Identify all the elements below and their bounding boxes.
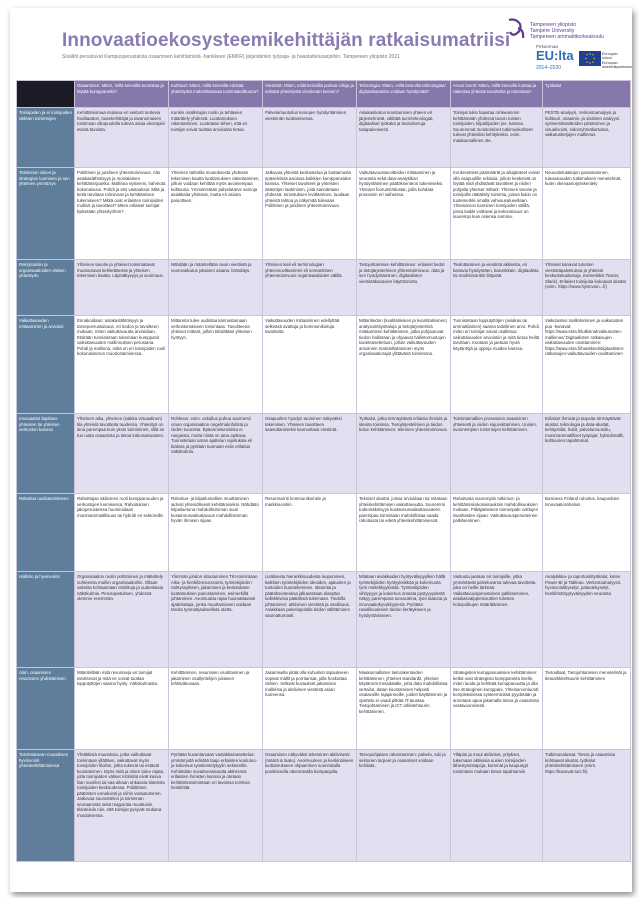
table-cell: Osaamisen näkyväksi tekeminen aktiivisesti (määrä & laatu). Avoimuuteen ja keskinäiseen luottamukseen ohjaaminen suunnatulla positiivisella rakentavalla kampanjalla. bbox=[263, 750, 357, 862]
column-header: Kulttuuri: Miten, millä keinoilla edistää yhteistyötä mahdollistavaa toimintakulttuuria? bbox=[169, 81, 263, 108]
table-cell: Tiedottaminen ja viestintä aktiivista, eri kanavia hyödyntäen, kasvokkain, digitaalista tai markkinointiin liittyvää. bbox=[451, 260, 543, 316]
row-header: Rekrytointiin ja organisaatioiden välisen yhteistyön bbox=[17, 260, 75, 316]
tools-cell: Yhteiset kanavat tulosten viestintäpalveluissa ja yhteisiä keskustelualustoja, esimerkiksi Teams, Slack). Erilaiset toimijoita kokoavat alustat (esim. https://www.hyvinvoin...fi) bbox=[543, 260, 631, 316]
column-header: Osaaminen: Miten, millä keinoilla tunnistaa ja löytää kumppaneita? bbox=[75, 81, 169, 108]
tampere-university-logo bbox=[506, 18, 626, 44]
table-cell: Jatkuvaa yhteistä keskustelua ja luottamusta epäselvissä asioissa kaikkien kumppaneiden kanssa. Yhteiset tavoitteet ja yhteisten sääntöjen laatiminen, joita sanoitetaan yhdessä. Innostuksen levittäminen, luodaan yhteistä tahtoa ja näkymää tulevaan. Poliittinen ja juridinen yhteentoimivuus. bbox=[263, 168, 357, 260]
table-cell: Organisaation roolin pohtiminen ja määrittely suhteessa muihin organisaatioihin. Ollaan valmiita kohtaamaan ristiriitoja ja uudenlaisia näkökulmia. Perusopetuksen, yhdessä olemme enemmän. bbox=[75, 572, 169, 668]
table-cell: Ennakoidaan: asiakaslähtöisyys ja tarvepoerustaisuus, eri tiedon ja tavoitteen mukaan, miten vaikuttavuutta arvioidaan. Etsitään tunnistetaan tukemaan kumppanit vaikuttavuuden mallinnuksen perustana. Pohdi ja mallinna, mikä on eri toimijoiden rooli kokonaisarvon muodostamisessa. bbox=[75, 316, 169, 414]
table-cell: Asiakastiedon koostaminen yhteen eri järjestelmistä, välittää tuen/teknologiat, digitaaliset työkalut ja tiedonkeruja tasapainoisesti. bbox=[357, 108, 451, 168]
table-cell: Tietojohtamisen kehittäminen: erilaiset tiedot ja tietojärjestelmien yhteentoimivuus, data ja sen hyödyntäminen, digitaalisten viestintäkanavien käyttöönotto. bbox=[357, 260, 451, 316]
column-header: Teknologia: Miten, millä keinoilla teknologiaa/ digitaalisaatiota voidaan hyödyntää? bbox=[357, 81, 451, 108]
table-cell: Tunnistetaan lopputyttöjen (asiakas tai ammattilainen) saama todellinen arvo. Pohdi, miten eri toimijat voivat osallistua vaikuttavuuden arviointiin ja mitä tietoa heiltä tarvitaan. Kootaan ja jaetaan hyviä käytäntöjä ja oppeja muiden kanssa. bbox=[451, 316, 543, 414]
tools-cell: PESTE-analyysi, Verkostoanalyysi ja kulttuuri, osaamis- ja sisäinen analyysi, systeemikäsitteiden piirtäminen ja visualisointi, sidosryhmäkartoitus, vaikutusketjujen mallinnus bbox=[543, 108, 631, 168]
table-cell: Mitataan asiakkaiden hyötyvälinpyyllein hällä työntekijöiden hyötyyksikköä ja kokemusta työn mielekkyyksistä. Työntekijöiden vihityyyys ja kokemus omasta pystyvyydestä näkyy parempana tuovuutena, työn laatuna ja innovaatiokyvykkyytenä. Pyritään rasiallisuuksien tiedon kerätykseen ja hyödyntämiseen. bbox=[357, 572, 451, 668]
table-cell: Osapuolten hyödyn tuominen näkyväksi tekemisen. Yhteisen tavoitteen saavuttamiseksi kannustava viestintä. bbox=[263, 414, 357, 494]
table-cell: Palvelumuotoilun keinojen hyödyntäminen viestinnän tuottamisessa. bbox=[263, 108, 357, 168]
eu-flag-icon bbox=[579, 51, 601, 66]
table-cell: Konkreettiset päämäärät ja aikajänteet voivat olla osapuolille erilaisia, jolloin keskeistä on löytää niitä yhdistävät tavoitteet ja niiden pohjalta yhteiset mittarit. Yhteinen tavoite ja toimijoille räätälöity toiminta, joissa kukin on tuotemerkki omalla vahvuusalueellaan. Yhteisarvon luominen toimijoiden välillä, jossa kaikki voittavat ja kokonaisuus on suurempi kuin osiensa summa. bbox=[451, 168, 543, 260]
tuni-line-1: Tampereen yliopisto bbox=[530, 22, 577, 28]
tools-cell: Tietoaltaat, Tietojohtamisen menetelmät ja tietoarkkitehtuurin kehittäminen bbox=[543, 668, 631, 750]
table-row bbox=[17, 494, 631, 572]
table-cell: Yhteinen tahtotila muutoksesta yhdessä tekemisen kautta luottamuksen rakentaminen, jolloin voidaan kehittää myös avoimempaa kulttuuria. Ymmärretään palvelutarve samoja asiakkaita yhdessä, mutta eri asioita painottaen. bbox=[169, 168, 263, 260]
column-header: Arvon luonti: Miten, millä keinoilla luottaa ja rakentaa yhteisiä tavoitteita ja toimintaa? bbox=[451, 81, 543, 108]
document-page bbox=[10, 8, 632, 892]
table-cell: Mittareita tulee uudistaa kannustamaan verkostomaiseen toimintaan. Tavoitteena yhteiset mittarit, jolloin tähdätään yhteisen hyötyyn. bbox=[169, 316, 263, 414]
table-cell: Kunkin osallistujan roolin ja tehtävien määrittely yhdessä. Luottamuksen rakentaminen. Luotetaan siihen, että eri toimijat voivat tuottaa arvokasta tietoa. bbox=[169, 108, 263, 168]
row-header: Hallinto ja hyvinvointi bbox=[17, 572, 75, 668]
table-cell: Ylläpito ja muut aktiiviset, yritykset, tukemaan aktiivisia uusien toimijoiden lähestymistapoja, kummat ja kaupungit toimintaan mukaan tietoa tapahtumiin. bbox=[451, 750, 543, 862]
table-row bbox=[17, 108, 631, 168]
table-cell: Toimintamallien prosessien avaaminen yhteisesti ja niiden sujuvoittaminen. Uusien, avoimempien toimintojen kehittäminen. bbox=[451, 414, 543, 494]
header-corner bbox=[17, 81, 75, 108]
tools-cell: Analytiikka- ja raportointityökalut, kuten Power BI ja Tableau. Verkostoanalyysit, hyvinvointikyselyt, palautekyselyt, henkilöstötyytyväisyyden seuranta bbox=[543, 572, 631, 668]
tampere-logo-icon bbox=[506, 18, 526, 40]
table-row bbox=[17, 168, 631, 260]
row-header: Alan, osaamisen resurssien yhdistäminen bbox=[17, 668, 75, 750]
tuni-line-3: Tampereen ammattikorkeakoulu bbox=[530, 34, 604, 40]
tools-cell: Tutkimusalustat, Tietoa ja osaamista kohtaavat alustat, työkalut yhteiskehittämiseen (esim. https://kanavat.tuni.fi/) bbox=[543, 750, 631, 862]
table-cell: Pyritään kuvantamaan vastakkainasettelua: ymmärrystä edistää taajo erilaisten koulutus- ja kokemus työskentelytyylin sektoreille. Kehitetään suvaitsevaisuutta aktivismia erilaisten ihmisten kanssa ja otetaan kehittämistoimintaan eri tavoissa toimivia henkilöitä. bbox=[169, 750, 263, 862]
page-title: Innovaatioekosysteemikehittäjän ratkaisumatriisi bbox=[62, 30, 511, 51]
row-header: Toimintatavan muutoksen hyvinvointi yhteiskehittämisessä bbox=[17, 750, 75, 862]
table-cell: Työkalut, jotka törmäyttävät erilaisia ihmisiä ja ideoita toisiinsa. Tietojärjestelmien ja tiedon kulun kehittäminen: tekninen yhteentoimivuus. bbox=[357, 414, 451, 494]
row-header: Toimijoiden ja ei toimijoiden välisten toimintojen bbox=[17, 108, 75, 168]
table-cell: Kehittämismaa mukana eri sektorit tuntevia fasilitaattori, tuotekehittäjiä ja tavanomaisen toiminnan ulkopuolella tulevia asiaa ekonspiiri eteisä tavoista. bbox=[75, 108, 169, 168]
table-header-row bbox=[17, 81, 631, 108]
table-cell: Maakunnallisten tietorakenteiden kehittäminen, yhteiset standardit, yhteiset käytännöt metadatalle, jotta data mahdollistaa vertailut, datan koostamisen helposti osatavoille rajapinnoille, joiden käyttäminen ja opettelu ei vaadi pitkää IT-taustaa. Tietojohtamisen ja ICT arkkitehtuurin kehittäminen. bbox=[357, 668, 451, 750]
table-cell: Nähdään ja määritellään avoin viestintä ja vuorovaikutus jokaisen asiana, brändäys. bbox=[169, 260, 263, 316]
table-cell: Ylimmän johdon sitoutuminen TKI-toimintaan. Aika- ja henkilöresurssointi, työntekijöiden nähtyssytkeen, jakaminen ja keskinäisen luottamuksen panostaminen, esimerkillä johtaminen. Avoimuutta rajaa huomattavasti ajattelutapa, jonka muuttamiseen voidaan tarvita työmahjauksellista otetta. bbox=[169, 572, 263, 668]
row-header: Toiminnan vision ja strategian luominen ja sen yhteinen ymmärrys bbox=[17, 168, 75, 260]
table-cell: Tarvepohjaisen rakentaminen: palvelu, tuki ja sektorien tarpeet ja osaamiset voidaan kohdata. bbox=[357, 750, 451, 862]
column-header: Työkalut bbox=[543, 81, 631, 108]
eu-years-label: 2014–2020 bbox=[536, 65, 562, 71]
row-header: Rahoitus uudistumisineen bbox=[17, 494, 75, 572]
table-row bbox=[17, 572, 631, 668]
table-row bbox=[17, 316, 631, 414]
table-cell: Yhteinen aika, yhteinen (vaikka virtuaalinen) tila yhteisiä tavoitteita tuodessa. Yhteistyö on aina parempaa kuin yksin toimiminen, sillä se tuo uutta osaamista ja tietoa kokonaisuuteen. bbox=[75, 414, 169, 494]
table-cell: Rahoittajan aktiivinen rooli kumppanuuden ja verkostojen luomisessa. Rahoituksen jakoperusteissa huomioidaan monimammatillisuus tai hybridi eri sektoreille. bbox=[75, 494, 169, 572]
tools-cell: Erilaiset ihmisiä ja tarpeita törmäyttävät alustat, teknologia ja data-alustat, kehitystilat, hubit, palvelumuotoilu, monimammatilliset työpajat, hybridimallit, kulttuurien tapahtumat. bbox=[543, 414, 631, 494]
table-cell: Resurssointi kommunikointiin ja markkinointiin. bbox=[263, 494, 357, 572]
row-header: Innovaatiot läpäisee yhteisten tai yhteisen verkoston kanssa bbox=[17, 414, 75, 494]
tools-cell: Vaikutusten mallintaminen ja vaikutusten puu -kanavat: https://www.sitra.fi/tulkinnat/vaikutusten-mallinnus/ Digitaalisten ratkaisujen vaikuttavuuden osoittaminen: https://www.sitra.fi/hankkeet/digitaalisten-ratkaisujen-vaikuttavuuden-osoittaminen bbox=[543, 316, 631, 414]
table-cell: Vastuuta jaetaan eri toimijoille, jotka ymmärtävät palveluvarsa tulevaa tavoitetta, joka on heille tärkeää. Vaikuttavuusperusteinen palkitseminen, asiakasvaippemisuttien tulosten hoitopolkujen määrittäminen. bbox=[451, 572, 543, 668]
table-row bbox=[17, 260, 631, 316]
table-row bbox=[17, 414, 631, 494]
tuni-line-2: Tampere University bbox=[530, 28, 575, 34]
eu-name-label: EU:lta bbox=[536, 48, 574, 63]
table-cell: Tekniset alustat, joissa arvioidaan tai mitataan yhteiskehittämisen vaikuttavuutta. Suuremmi todennäköisyys kustannusvaikuttavuuteen parempaa toimintaan mahdollistaa saada rahoitusta tai edetä yhteiskehittämisessä. bbox=[357, 494, 451, 572]
table-cell: Jakamisella pitää olla kuhunkin tapaukseen sopivat mallit ja porrtiansat, jolla hoskuttaa vähien. Selkeät kuvaukset jakamisen malleista ja aktiivinen viestintä asian tuoreensa. bbox=[263, 668, 357, 750]
table-cell: Strategisten kumppanuuksien kehittäminen: ketkä ovat strategisia kumppaneita itselle, miten luoda ja kehittää kumppanuutta ja olla itse strateginen kumppani. Yhteisarvonluonti: kompleksisissa systeemisissä pyydetään ja annetaan apua jakamalla tietoa ja osaamista vastavuoroisesti. bbox=[451, 668, 543, 750]
column-header: Viestintä: Miten, millä keinoilla purkaa siiloja ja edistää yhteistyötä viestinnän keinoin? bbox=[263, 81, 357, 108]
table-cell: Kehittäminen, resurssien osoittaminen ja jakaminen osallyntelijen jokaisen tehtäväkuvaan. bbox=[169, 668, 263, 750]
table-cell: Mittaritiedon (kvalitatiivinen ja kvantitatiivinen) analysointityökaluja ja tietojärjestelmiä mittaamisen kehittäminen, jotka pohjautuvat tiedon hallintaan ja ohjaavat hallintomuotojen tavoiteasetteluun, jolloin vaikuttavuuden arvioinnin mahdollistaminen myös organisaatiorajat ylittävänä toimintona. bbox=[357, 316, 451, 414]
table-row bbox=[17, 668, 631, 750]
table-cell: Yhtäkkisiä muutoksia, jotka vaikuttavat toimintaan yllättäen, vaikuttavat myös toimijoiden tiloihin, jotka tukevat tai estävät koostaminen. Myös mitä ja miten tulee rajata, jotta toimijoiden väliset ristiriidat eivät kasva liian suuriksi tai saa aikaan uhkaavia tilanteita toimijoiden keskuudessa. Poliittisten päätösten ennakointi ja niihin varautuminen. Jatkuvaa suunnittelun ja toiminnan seuraamista sekä reagointia muuttuviin tilanteisiin niin, että toimijat pysyvät mukana muutoksessa. bbox=[75, 750, 169, 862]
table-cell: Vaikuttavuuden mittaaminen edellyttää selkeästi avattuja ja kommunikoituja tavoitteita. bbox=[263, 316, 357, 414]
table-cell: Määritellään mitä resursseja eri toimijat tarvitsevat ja mitä ne voivat tuottaa lopputyttöjen saama hyöty -näkökulmasta. bbox=[75, 668, 169, 750]
table-cell: Rahoitusta suurempiin tutkimus- ja kehittämiskokonaisuuksiin mahdollisuuksien mukaan. Pitkäjänteinen toimenpide voittojen tavoitteiden sijaan. Vaikuttavuusperusteinen palkitseminen. bbox=[451, 494, 543, 572]
tools-cell: Business Finland rahoitus, kaupunkien innovaatiorahoitus bbox=[543, 494, 631, 572]
table-cell: Yhteinen kieli eli terminologian yhteensovittaminen eli semanttinen yhteentoimivuus organisaatioiden välillä. bbox=[263, 260, 357, 316]
table-cell: Poliittinen ja juridinen yhteentoimivuus. Alto asiakaslähtöisyys ja monialainen kehittämisjoukko. Mallinna systeemi, hahmota kokonaisuus. Pohdi ja etsi vastauksia: Mitä ja keitä tarvitaan toiminnan ja kehittämisen tukemiseen? Mitkä ovat erilaisten toimijoiden motiivit ja tavoitteet? Miten erilaiset toimijat kytketään yhteistyöhön? bbox=[75, 168, 169, 260]
solution-matrix-table bbox=[16, 80, 631, 862]
eu-flag-caption: Euroopan unioni Euroopan aluekehitysrahasto bbox=[602, 52, 632, 70]
page-subtitle: Sisällöt perustuvat Kampusperustaista osaamisen kehittämistä -hankkeen (EMKR) järjestämiin työpaja- ja haastattelusarjoihin. Tampereen yliopisto 2021 bbox=[62, 54, 400, 60]
table-cell: Rahoitus- ja kilpailumallien muuttaminen aidosti yhteisöllisesti kehittämiseksi. Nähdään kilpailuetuna mahdollisimman suuri kustannusvaikuttavuus mahdollisimman hyvän ihmisen sijaan. bbox=[169, 494, 263, 572]
table-row bbox=[17, 750, 631, 862]
tampere-logo-text bbox=[530, 22, 604, 40]
tools-cell: Neuvottelutaitojen parantaminen, tulevaisuuden tutkimuksen menetelmät, kuten skenaariotyöskentely bbox=[543, 168, 631, 260]
table-cell: Lisälisesta hierarkkisuudesta luopuminen, kaikkien työntekijöiden ideoiden, ajatusten ja tuntoiden kuunteleminen. Ideointia ja päätöksenteoksa jalkautetaan alaspäin kollektiivisia päätöksiä tukemaan. Tiedolla johtaminen: aktiivinen viestintä ja osallisuus. Asiakkaan palvelupolulla tiedon välittäminen saumattomasti. bbox=[263, 572, 357, 668]
row-header: Vaikuttavuuden mittaaminen ja arviointi bbox=[17, 316, 75, 414]
table-cell: Yhteinen tavoite ja yhteiset toimintatavat muotoutuvat kehitettäessä ja yhteisen tekemisen kautta. Läpinäkyvyys ja avoimuus. bbox=[75, 260, 169, 316]
table-cell: Vaikuttavuustavoitteiden mittaaminen ja seuranta sekä data-analytiikan hyödyntäminen päätöksenteon tukemiseksi. Yhteiset foorumit/alustat, joilla kohdata prosessin eri vaiheissa. bbox=[357, 168, 451, 260]
eu-region-label: Pirkanmaa bbox=[536, 44, 558, 49]
table-cell: Toimijat tulisi haastaa rohkeammin kehittämään yhdessä tavoin toisten toimijoiden, kilpailijoiden jne. kanssa. Suuremmat monitoimiset tutkimuskohteet tulevat yhteisiksi kehityksiksi, esim. maakunnallinen ote. bbox=[451, 108, 543, 168]
table-cell: Rohkeus: esim. uskallus puhua avoimesti oman organisaation ongelmakohdista ja niiden tuomista. Epäonnistumisista ei rangaista, mutta niistä on aina opittava. Tunnistetaan aman ajattelun rajoituksia eli biaksia ja pyritään tuomaan esiin erilaisia näkökulmia. bbox=[169, 414, 263, 494]
eu-funding-logo bbox=[536, 44, 632, 78]
